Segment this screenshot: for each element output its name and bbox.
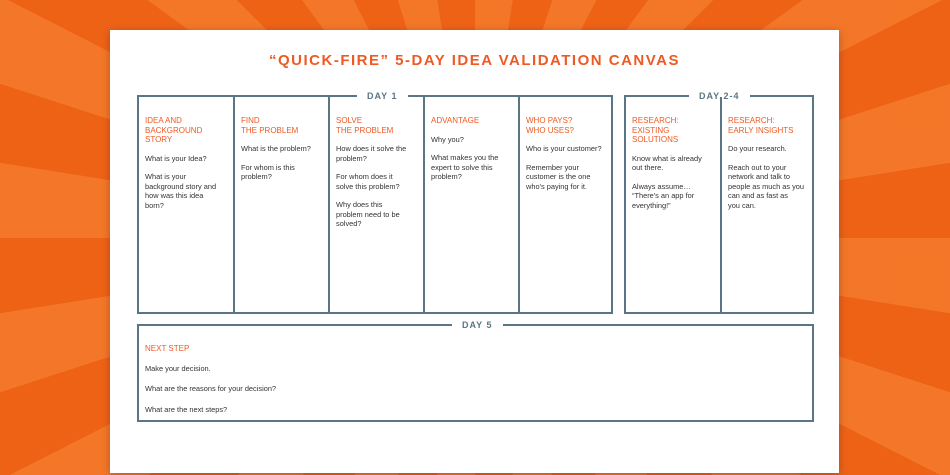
column-heading: WHO PAYS? WHO USES? xyxy=(526,116,575,135)
day1-label: DAY 1 xyxy=(357,89,408,103)
column-text: Reach out to your network and talk to people as much as you can and as fast as you can. xyxy=(728,162,805,210)
next-step-text: What are the next steps? xyxy=(145,404,228,414)
column-text: What is the problem? xyxy=(241,144,311,153)
day1-section xyxy=(137,91,613,314)
column-who-pays-who-uses xyxy=(518,97,611,312)
column-text: Who is your customer? xyxy=(526,144,602,153)
column-text: What is your Idea? xyxy=(145,153,207,163)
column-text: For whom is this problem? xyxy=(241,162,295,181)
column-text: For whom does it solve this problem? xyxy=(336,172,400,191)
next-step-text: Make your decision. xyxy=(145,363,211,373)
column-advantage xyxy=(423,97,518,312)
day2-4-label: DAY 2-4 xyxy=(689,89,750,103)
column-heading: SOLVE THE PROBLEM xyxy=(336,116,394,135)
column-heading: RESEARCH: EXISTING SOLUTIONS xyxy=(632,116,679,144)
column-text: How does it solve the problem? xyxy=(336,144,407,163)
column-text: Why does this problem need to be solved? xyxy=(336,200,400,228)
column-heading: IDEA AND BACKGROUND STORY xyxy=(145,116,203,144)
canvas-title: “QUICK-FIRE” 5-DAY IDEA VALIDATION CANVAS xyxy=(269,52,680,69)
day5-section xyxy=(137,320,814,422)
column-text: Why you? xyxy=(431,134,464,144)
column-heading: RESEARCH: EARLY INSIGHTS xyxy=(728,116,794,135)
column-idea-and-background xyxy=(139,97,233,312)
column-heading: ADVANTAGE xyxy=(431,116,480,125)
column-next-step xyxy=(139,326,812,420)
column-find-the-problem xyxy=(233,97,328,312)
column-solve-the-problem xyxy=(328,97,423,312)
column-text: Know what is already out there. xyxy=(632,153,702,172)
column-text: Always assume… “There's an app for everything!” xyxy=(632,181,695,210)
column-text: What is your background story and how was this idea born? xyxy=(145,172,217,210)
column-research-early-insights xyxy=(720,97,812,312)
validation-canvas xyxy=(110,30,839,473)
column-text: Do your research. xyxy=(728,144,787,153)
day5-label: DAY 5 xyxy=(452,318,503,332)
column-text: What makes you the expert to solve this problem? xyxy=(431,153,499,181)
column-text: Remember your customer is the one who's paying for it. xyxy=(526,162,591,191)
day2-4-section xyxy=(624,91,814,314)
column-research-existing-solutions xyxy=(626,97,720,312)
next-step-heading: NEXT STEP xyxy=(145,344,190,353)
next-step-text: What are the reasons for your decision? xyxy=(145,384,277,393)
column-heading: FIND THE PROBLEM xyxy=(241,116,299,135)
